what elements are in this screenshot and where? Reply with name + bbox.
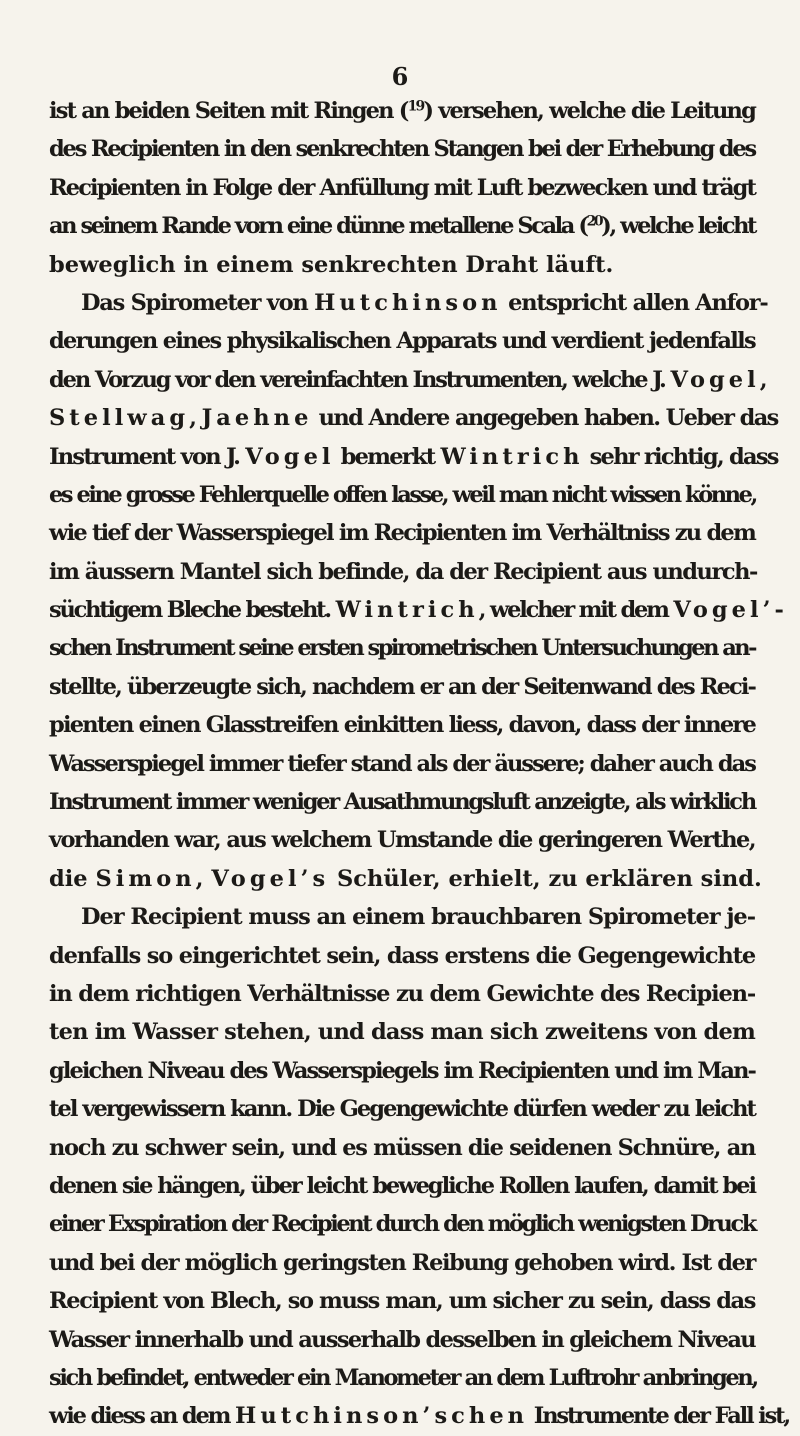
person-name: Vogel	[245, 443, 335, 470]
line-text: ten im Wasser stehen, und dass man sich zweitens von dem	[49, 1019, 755, 1046]
text-line	[49, 92, 756, 130]
text-line	[49, 783, 756, 821]
line-text: des Recipienten in den senkrechten Stangen bei der Erhebung des	[49, 136, 755, 163]
line-text: den Vorzug vor den vereinfachten Instrumenten, welche J.	[49, 366, 671, 393]
line-text: denen sie hängen, über leicht bewegliche Rollen laufen, damit bei	[49, 1172, 755, 1199]
line-text: schen Instrument seine ersten spirometrischen Untersuchungen an-	[49, 635, 755, 662]
text-line	[49, 284, 768, 322]
person-name: Vogel’s	[211, 865, 330, 892]
line-text: die	[49, 865, 96, 892]
line-text: Instrumente der Fall ist,	[528, 1403, 790, 1430]
line-text: gleichen Niveau des Wasserspiegels im Recipienten und im Man-	[49, 1057, 755, 1084]
line-text: pienten einen Glasstreifen einkitten liess, davon, dass der innere	[49, 712, 755, 739]
line-text: stellte, überzeugte sich, nachdem er an der Seitenwand des Reci-	[49, 673, 755, 700]
person-name: Hutchinson	[314, 289, 502, 316]
page-number: 6	[391, 62, 409, 91]
text-line	[49, 1282, 756, 1320]
person-name: Hutchinson’schen	[235, 1403, 529, 1430]
text-line	[49, 207, 756, 245]
line-text: ist an beiden Seiten mit Ringen (	[49, 98, 408, 124]
text-line	[49, 1090, 756, 1128]
person-name: Vogel	[670, 366, 760, 393]
line-text: sehr richtig, dass	[583, 443, 778, 470]
text-line	[49, 1013, 756, 1051]
text-line	[49, 322, 756, 360]
line-text: vorhanden war, aus welchem Umstande die geringeren Werthe,	[49, 827, 755, 854]
line-text: süchtigem Bleche besteht.	[49, 597, 336, 624]
line-text: Instrument immer weniger Ausathmungsluft anzeigte, als wirklich	[49, 789, 755, 816]
line-text: ) versehen, welche die Leitung	[423, 98, 755, 124]
line-text: wie tief der Wasserspiegel im Recipienten im Verhältniss zu dem	[49, 520, 755, 547]
text-line	[49, 1359, 756, 1397]
footnote-ref: 20	[586, 213, 602, 230]
text-line	[49, 937, 756, 975]
text-line	[49, 1397, 790, 1435]
line-text: Instrument von J.	[49, 443, 246, 470]
line-text: beweglich in einem senkrechten Draht läuft.	[49, 251, 614, 278]
text-line	[49, 514, 756, 552]
line-text: einer Exspiration der Recipient durch den möglich wenigsten Druck	[49, 1211, 755, 1238]
text-line	[49, 1244, 756, 1282]
text-line	[49, 706, 756, 744]
line-text: Recipienten in Folge der Anfüllung mit Luft bezwecken und trägt	[49, 174, 755, 201]
line-text: ,	[759, 366, 766, 393]
text-line	[49, 745, 756, 783]
line-text: es eine grosse Fehlerquelle offen lasse, weil man nicht wissen könne,	[49, 481, 756, 508]
line-text: Der Recipient muss an einem brauchbaren Spirometer je-	[81, 904, 755, 931]
line-text: tel vergewissern kann. Die Gegengewichte dürfen weder zu leicht	[49, 1096, 755, 1123]
line-text: Schüler, erhielt, zu erklären sind.	[329, 865, 762, 892]
line-text: entspricht allen Anfor-	[501, 289, 768, 316]
text-line	[49, 130, 756, 168]
person-name: Wintrich	[440, 443, 584, 470]
person-name: Stellwag	[49, 405, 190, 432]
line-text: im äussern Mantel sich befinde, da der Recipient aus undurch-	[49, 558, 757, 585]
line-text: bemerkt	[334, 443, 441, 470]
text-line	[49, 399, 778, 437]
text-line	[49, 246, 756, 284]
person-name: Wintrich	[335, 597, 479, 624]
text-line	[49, 668, 756, 706]
line-text: an seinem Rande vorn eine dünne metallene Scala (	[49, 213, 587, 240]
line-text: noch zu schwer sein, und es müssen die seidenen Schnüre, an	[49, 1134, 755, 1161]
line-text: denfalls so eingerichtet sein, dass erstens die Gegengewichte	[49, 942, 755, 969]
text-line	[49, 821, 756, 859]
line-text: , welcher mit dem	[478, 597, 674, 624]
person-name: Jaehne	[201, 405, 313, 432]
text-line	[49, 438, 778, 476]
line-text: Das Spirometer von	[81, 289, 315, 316]
line-text: Wasser innerhalb und ausserhalb desselben in gleichem Niveau	[49, 1326, 755, 1353]
text-line	[49, 361, 766, 399]
text-line	[49, 591, 788, 629]
line-text: sich befindet, entweder ein Manometer an dem Luftrohr anbringen,	[49, 1364, 757, 1391]
line-text: Wasserspiegel immer tiefer stand als der äussere; daher auch das	[49, 750, 755, 777]
text-line	[49, 1129, 756, 1167]
text-line	[49, 553, 756, 591]
text-line	[49, 898, 756, 936]
body-text	[49, 92, 790, 1436]
line-text: in dem richtigen Verhältnisse zu dem Gewichte des Recipien-	[49, 980, 755, 1007]
line-text: wie diess an dem	[49, 1403, 236, 1430]
text-line	[49, 476, 756, 514]
line-text: ,	[189, 405, 202, 432]
line-text: ), welche leicht	[601, 213, 755, 240]
line-text: und Andere angegeben haben. Ueber das	[312, 405, 778, 432]
text-line	[49, 1167, 756, 1205]
line-text: Recipient von Blech, so muss man, um sicher zu sein, dass das	[49, 1288, 755, 1315]
text-line	[49, 1321, 756, 1359]
footnote-ref: 19	[407, 98, 424, 115]
line-text: derungen eines physikalischen Apparats und verdient jedenfalls	[49, 328, 755, 355]
line-text: ,	[195, 865, 212, 892]
person-name: Vogel’-	[673, 597, 788, 624]
text-line	[49, 975, 756, 1013]
text-line	[49, 1052, 756, 1090]
text-line	[49, 860, 762, 898]
line-text: und bei der möglich geringsten Reibung gehoben wird. Ist der	[49, 1249, 755, 1276]
text-line	[49, 1205, 756, 1243]
person-name: Simon	[95, 865, 196, 892]
text-line	[49, 629, 756, 667]
text-line	[49, 169, 756, 207]
